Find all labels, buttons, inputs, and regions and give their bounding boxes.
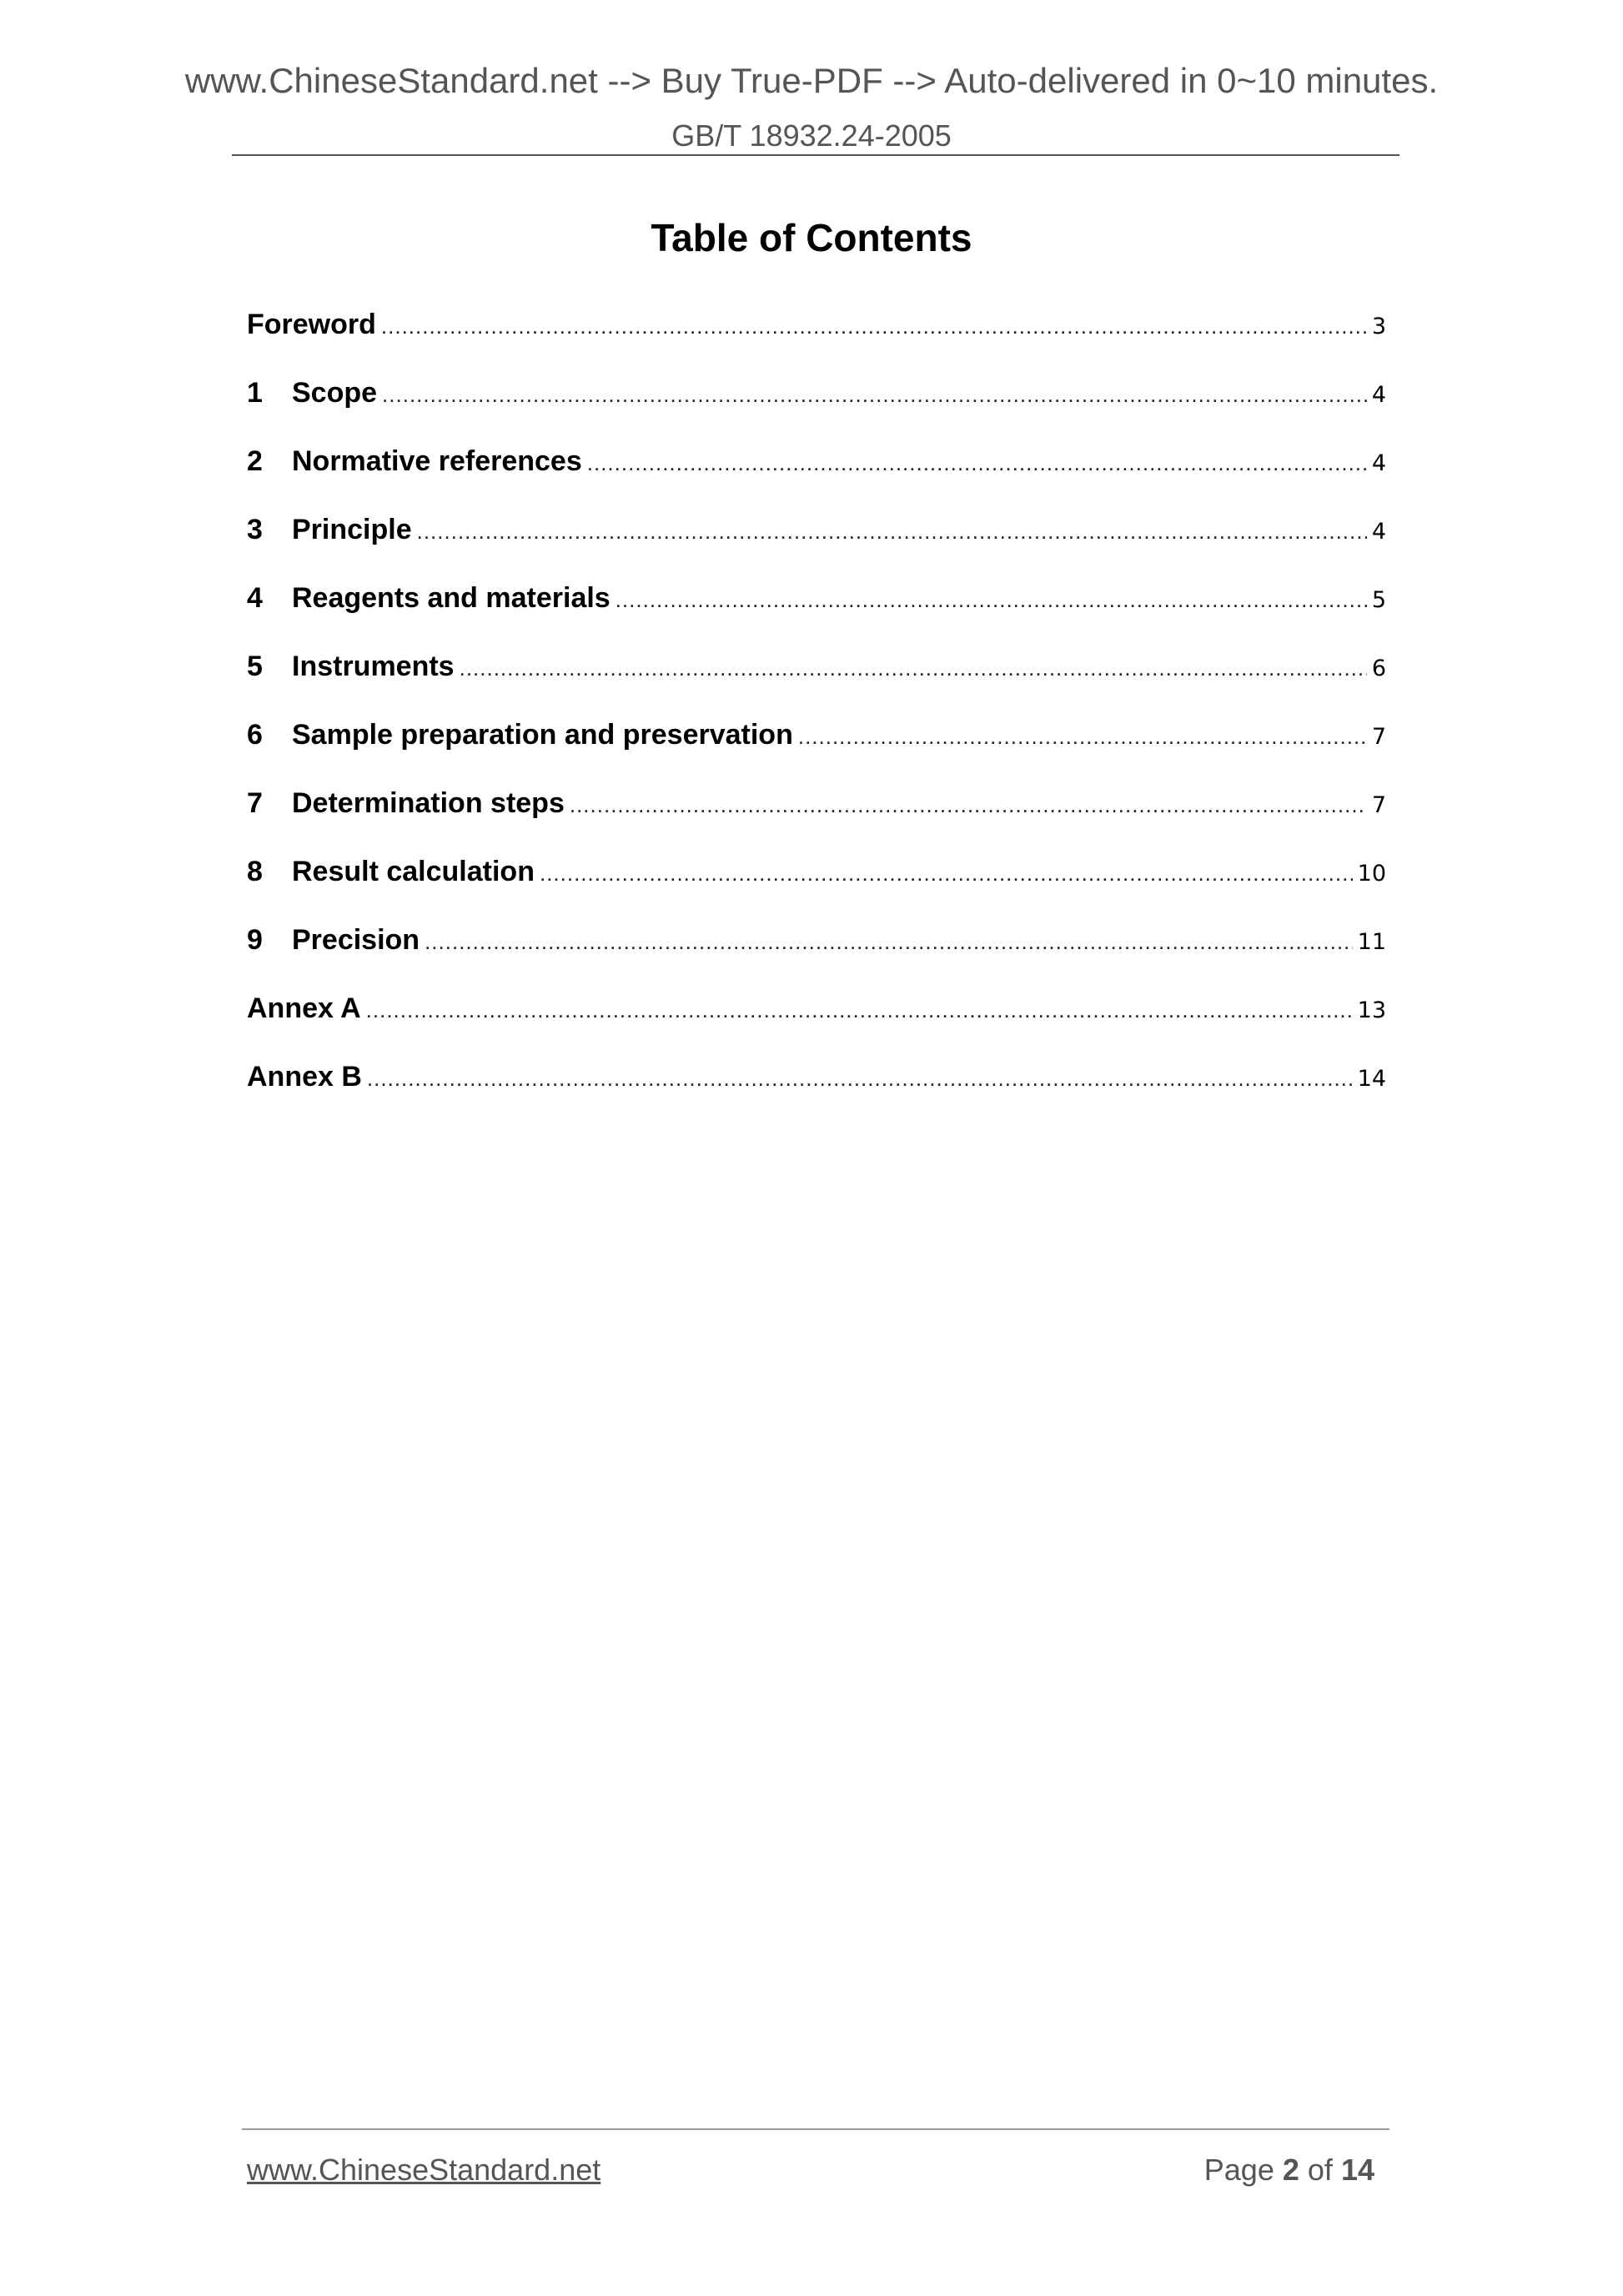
toc-entry-label: Principle (292, 514, 412, 545)
toc-leader-dots (798, 724, 1367, 750)
toc-entry-page: 13 (1357, 997, 1386, 1023)
toc-entry-annex-b[interactable] (247, 1061, 1386, 1129)
toc-entry-number: 4 (247, 582, 263, 614)
toc-entry-label: Reagents and materials (292, 582, 611, 614)
toc-entry-sample-preparation[interactable] (247, 719, 1386, 787)
toc-entry-number: 6 (247, 719, 263, 751)
toc-entry-principle[interactable] (247, 514, 1386, 582)
toc-entry-precision[interactable] (247, 924, 1386, 992)
toc-leader-dots (587, 450, 1367, 476)
toc-entry-reagents-and-materials[interactable] (247, 582, 1386, 651)
toc-entry-number: 9 (247, 924, 263, 956)
toc-entry-page: 7 (1371, 724, 1386, 750)
toc-leader-dots (381, 314, 1367, 339)
toc-leader-dots (616, 587, 1367, 613)
toc-entry-label: Annex A (247, 992, 361, 1024)
toc-entry-label: Result calculation (292, 856, 535, 887)
toc-entry-annex-a[interactable] (247, 992, 1386, 1061)
page-total: 14 (1340, 2153, 1374, 2187)
toc-entry-page: 3 (1371, 314, 1386, 339)
footer-divider (242, 2128, 1389, 2130)
toc-title: Table of Contents (651, 216, 972, 259)
toc-entry-label: Precision (292, 924, 420, 956)
toc-leader-dots (366, 997, 1353, 1023)
toc-leader-dots (540, 861, 1353, 887)
toc-entry-page: 4 (1371, 519, 1386, 545)
toc-entry-scope[interactable] (247, 377, 1386, 445)
header-standard-code: GB/T 18932.24-2005 (671, 118, 952, 153)
toc-entry-determination-steps[interactable] (247, 787, 1386, 856)
page-current: 2 (1282, 2153, 1299, 2187)
toc-entry-foreword[interactable] (247, 309, 1386, 377)
toc-entry-label: Annex B (247, 1061, 362, 1093)
toc-entry-label: Foreword (247, 309, 376, 340)
toc-entry-number: 5 (247, 651, 263, 682)
toc-entry-number: 3 (247, 514, 263, 545)
header-divider (232, 154, 1399, 156)
toc-entry-number: 8 (247, 856, 263, 887)
toc-entry-page: 14 (1357, 1066, 1386, 1092)
toc-entry-label: Instruments (292, 651, 455, 682)
toc-entry-page: 4 (1371, 382, 1386, 408)
toc-entry-page: 10 (1357, 861, 1386, 887)
toc-entry-page: 5 (1371, 587, 1386, 613)
toc-leader-dots (460, 656, 1367, 681)
toc-entry-number: 7 (247, 787, 263, 819)
footer-site-link[interactable]: www.ChineseStandard.net (247, 2153, 601, 2187)
page-prefix: Page (1203, 2153, 1274, 2187)
toc-entry-number: 2 (247, 445, 263, 477)
toc-entry-page: 11 (1357, 929, 1386, 955)
toc-entry-label: Determination steps (292, 787, 565, 819)
page-of: of (1307, 2153, 1333, 2187)
toc-leader-dots (417, 519, 1367, 545)
footer-page-indicator (1204, 2155, 1374, 2185)
toc-entry-number: 1 (247, 377, 263, 409)
toc-entry-result-calculation[interactable] (247, 856, 1386, 924)
toc-leader-dots (425, 929, 1353, 955)
toc-leader-dots (570, 792, 1367, 818)
toc-leader-dots (382, 382, 1367, 408)
header-promo-text: www.ChineseStandard.net --> Buy True-PDF --> Auto-delivered in 0~10 minutes. (184, 61, 1439, 100)
toc-entry-label: Scope (292, 377, 378, 409)
table-of-contents (247, 309, 1386, 1129)
toc-leader-dots (367, 1066, 1353, 1092)
toc-entry-instruments[interactable] (247, 651, 1386, 719)
toc-entry-normative-references[interactable] (247, 445, 1386, 514)
toc-entry-page: 4 (1371, 450, 1386, 476)
toc-entry-label: Sample preparation and preservation (292, 719, 793, 751)
toc-entry-label: Normative references (292, 445, 582, 477)
toc-entry-page: 7 (1371, 792, 1386, 818)
toc-entry-page: 6 (1371, 656, 1386, 681)
